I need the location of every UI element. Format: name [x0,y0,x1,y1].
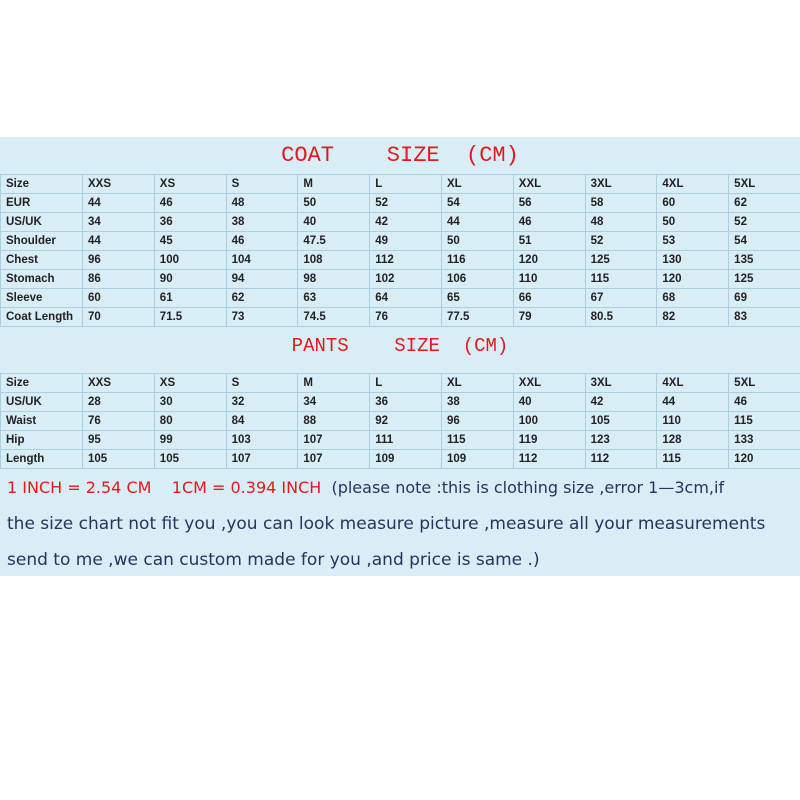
table-cell: L [370,374,442,393]
table-cell: XS [154,374,226,393]
table-cell: 107 [226,450,298,469]
table-cell: 61 [154,289,226,308]
table-row [1,213,800,232]
table-row [1,270,800,289]
table-cell: 112 [585,450,657,469]
table-cell: 62 [729,194,800,213]
table-cell: 60 [657,194,729,213]
table-cell: 63 [298,289,370,308]
table-cell: 48 [226,194,298,213]
table-row [1,251,800,270]
table-cell: 105 [83,450,155,469]
table-row [1,232,800,251]
table-cell: 82 [657,308,729,327]
table-cell: 76 [83,412,155,431]
row-label-cell: Length [1,450,83,469]
table-cell: S [226,175,298,194]
table-cell: 51 [513,232,585,251]
table-cell: 111 [370,431,442,450]
table-cell: 30 [154,393,226,412]
pants-size-title: PANTS SIZE (CM) [291,335,509,357]
coat-size-title: COAT SIZE (CM) [281,143,519,168]
table-cell: 99 [154,431,226,450]
table-cell: 71.5 [154,308,226,327]
table-cell: 5XL [729,374,800,393]
table-cell: 95 [83,431,155,450]
table-cell: 105 [585,412,657,431]
table-cell: 120 [729,450,800,469]
table-cell: 74.5 [298,308,370,327]
table-cell: 105 [154,450,226,469]
row-label-cell: Coat Length [1,308,83,327]
row-label-cell: Chest [1,251,83,270]
row-label-cell: Waist [1,412,83,431]
table-cell: 52 [585,232,657,251]
table-cell: 133 [729,431,800,450]
table-cell: 112 [370,251,442,270]
row-label-cell: EUR [1,194,83,213]
table-cell: 46 [154,194,226,213]
table-cell: XL [441,175,513,194]
table-cell: 52 [370,194,442,213]
table-cell: 56 [513,194,585,213]
row-label-cell: Sleeve [1,289,83,308]
table-cell: 119 [513,431,585,450]
table-cell: 42 [585,393,657,412]
table-cell: 123 [585,431,657,450]
table-cell: 135 [729,251,800,270]
row-label-cell: US/UK [1,393,83,412]
table-cell: 46 [513,213,585,232]
table-cell: 53 [657,232,729,251]
table-cell: XS [154,175,226,194]
table-cell: 79 [513,308,585,327]
table-cell: 5XL [729,175,800,194]
table-cell: 107 [298,431,370,450]
table-cell: M [298,175,370,194]
table-cell: 45 [154,232,226,251]
table-header-row [1,374,800,393]
table-cell: 50 [298,194,370,213]
table-cell: 70 [83,308,155,327]
table-cell: 44 [657,393,729,412]
table-cell: 88 [298,412,370,431]
table-cell: S [226,374,298,393]
table-cell: 65 [441,289,513,308]
table-cell: 128 [657,431,729,450]
table-cell: 73 [226,308,298,327]
table-cell: 98 [298,270,370,289]
table-cell: 109 [441,450,513,469]
table-cell: 96 [83,251,155,270]
table-cell: 38 [441,393,513,412]
table-cell: 115 [585,270,657,289]
table-cell: 83 [729,308,800,327]
table-cell: 44 [83,232,155,251]
table-cell: 115 [441,431,513,450]
table-cell: 100 [513,412,585,431]
unit-conversion: 1 INCH = 2.54 CM 1CM = 0.394 INCH [7,478,322,497]
table-cell: 62 [226,289,298,308]
table-cell: 40 [298,213,370,232]
table-row [1,412,800,431]
table-cell: 4XL [657,175,729,194]
size-chart [0,137,800,576]
table-cell: 66 [513,289,585,308]
table-cell: 125 [729,270,800,289]
table-cell: XXS [83,374,155,393]
table-cell: 125 [585,251,657,270]
table-cell: XXS [83,175,155,194]
table-cell: 110 [657,412,729,431]
table-cell: 103 [226,431,298,450]
table-cell: 115 [657,450,729,469]
table-cell: 46 [729,393,800,412]
table-row [1,194,800,213]
table-cell: 80.5 [585,308,657,327]
row-label-cell: Hip [1,431,83,450]
table-cell: 92 [370,412,442,431]
table-cell: 42 [370,213,442,232]
table-header-row [1,175,800,194]
table-cell: 67 [585,289,657,308]
table-cell: 54 [729,232,800,251]
table-cell: 3XL [585,374,657,393]
table-cell: 49 [370,232,442,251]
table-cell: 47.5 [298,232,370,251]
table-cell: 69 [729,289,800,308]
table-row [1,289,800,308]
table-cell: 120 [657,270,729,289]
table-cell: 54 [441,194,513,213]
table-cell: 38 [226,213,298,232]
table-cell: 34 [83,213,155,232]
table-cell: 64 [370,289,442,308]
row-label-cell: Size [1,374,83,393]
table-cell: 4XL [657,374,729,393]
table-cell: 46 [226,232,298,251]
pants-size-table [0,373,800,469]
table-cell: 116 [441,251,513,270]
table-cell: 104 [226,251,298,270]
table-cell: 60 [83,289,155,308]
table-row [1,431,800,450]
row-label-cell: Stomach [1,270,83,289]
table-cell: 80 [154,412,226,431]
table-cell: 48 [585,213,657,232]
table-cell: 77.5 [441,308,513,327]
table-cell: 28 [83,393,155,412]
note-text-1: (please note :this is clothing size ,error 1—3cm,if [321,478,725,497]
table-cell: XL [441,374,513,393]
table-cell: 44 [83,194,155,213]
table-row [1,450,800,469]
note-line-3: send to me ,we can custom made for you ,and price is same .) [7,550,540,570]
table-cell: 94 [226,270,298,289]
table-cell: 110 [513,270,585,289]
table-cell: 107 [298,450,370,469]
table-cell: 109 [370,450,442,469]
table-cell: 108 [298,251,370,270]
table-row [1,393,800,412]
table-cell: 100 [154,251,226,270]
table-cell: L [370,175,442,194]
table-cell: 130 [657,251,729,270]
table-cell: XXL [513,374,585,393]
table-cell: 76 [370,308,442,327]
note-line-2: the size chart not fit you ,you can look measure picture ,measure all your measurements [7,514,766,534]
table-cell: 86 [83,270,155,289]
table-cell: 102 [370,270,442,289]
table-cell: 32 [226,393,298,412]
table-cell: 68 [657,289,729,308]
table-cell: 36 [154,213,226,232]
table-cell: 106 [441,270,513,289]
coat-size-table [0,174,800,327]
row-label-cell: Shoulder [1,232,83,251]
row-label-cell: US/UK [1,213,83,232]
table-cell: XXL [513,175,585,194]
table-cell: 84 [226,412,298,431]
table-cell: M [298,374,370,393]
table-cell: 120 [513,251,585,270]
table-cell: 112 [513,450,585,469]
table-cell: 36 [370,393,442,412]
note-line-1 [7,478,724,497]
table-cell: 50 [441,232,513,251]
table-cell: 40 [513,393,585,412]
table-cell: 90 [154,270,226,289]
table-cell: 3XL [585,175,657,194]
table-cell: 58 [585,194,657,213]
table-cell: 50 [657,213,729,232]
table-row [1,308,800,327]
table-cell: 96 [441,412,513,431]
table-cell: 115 [729,412,800,431]
row-label-cell: Size [1,175,83,194]
table-cell: 44 [441,213,513,232]
table-cell: 52 [729,213,800,232]
table-cell: 34 [298,393,370,412]
